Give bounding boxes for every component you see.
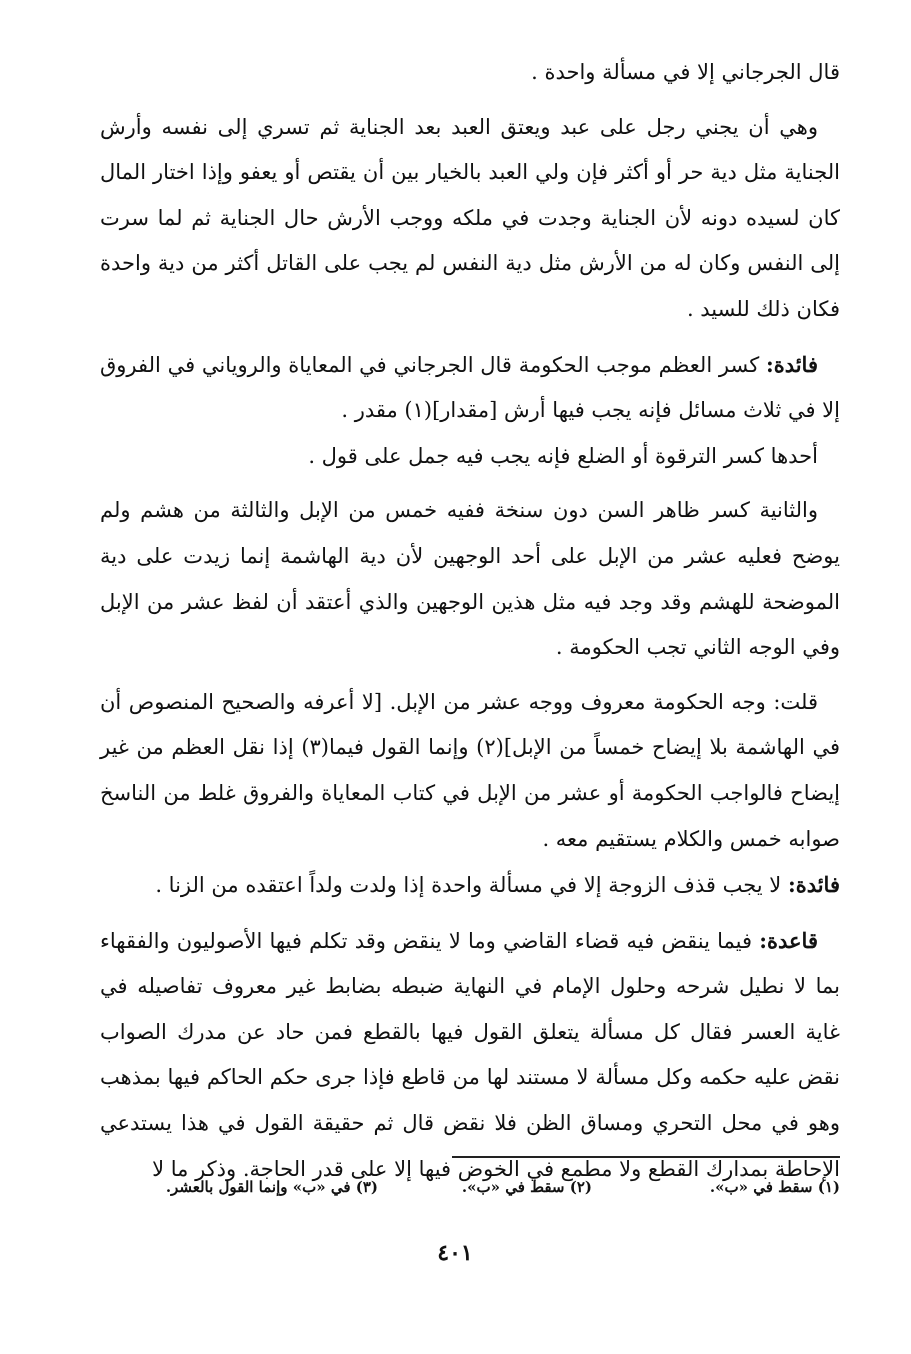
paragraph-lead: قاعدة: — [759, 927, 818, 953]
paragraph-text: وهي أن يجني رجل على عبد ويعتق العبد بعد الجناية ثم تسري إلى نفسه وأرش الجناية مثل دية حر أو أكثر فإن ولي العبد بالخيار بين أن يقتص أو يعفو وإذا اختار المال كان لسيده دونه لأن الجناية وجدت في ملكه ووجب الأرش حال الجناية ثم لما سرت إلى النفس وكان له من الأرش مثل دية النفس لم يجب على القاتل أكثر من دية واحدة فكان ذلك للسيد . — [100, 114, 840, 321]
paragraph-text: والثانية كسر ظاهر السن دون سنخة ففيه خمس من الإبل والثالثة من هشم ولم يوضح فعليه عشر من الإبل على أحد الوجهين لأن دية الهاشمة إنما زيدت على دية الموضحة للهشم وقد وجد فيه مثل هذين الوجهين والذي أعتقد أن لفظ عشر من الإبل وفي الوجه الثاني تجب الحكومة . — [100, 498, 840, 660]
paragraph-6 — [100, 680, 840, 862]
paragraph-7-faida — [100, 862, 840, 909]
paragraph-text: فيما ينقض فيه قضاء القاضي وما لا ينقض وقد تكلم فيها الأصوليون والفقهاء بما لا نطيل شرحه وحلول الإمام في النهاية ضبطه بضابط غير معروف تفاصيله في غاية العسر فقال كل مسألة يتعلق القول فيها بالقطع فمن حاد عن مدرك الصواب نقض عليه حكمه وكل مسألة لا مستند لها من قاطع فإذا جرى حكم الحاكم فيها بمذهب وهو في محل التحري ومساق الظن فلا نقض قال ثم حقيقة القول في هذا يستدعي الإحاطة بمدارك القطع ولا مطمع في الخوض فيها إلا على قدر الحاجة. وذكر ما لا — [100, 928, 840, 1181]
paragraph-2 — [100, 105, 840, 333]
paragraph-lead: فائدة: — [765, 351, 818, 377]
paragraph-1 — [100, 50, 840, 96]
paragraph-8-qaida — [100, 918, 840, 1193]
footnotes — [100, 1178, 840, 1208]
paragraph-text: أحدها كسر الترقوة أو الضلع فإنه يجب فيه جمل على قول . — [308, 443, 818, 468]
paragraph-text: لا يجب قذف الزوجة إلا في مسألة واحدة إذا ولدت ولداً اعتقده من الزنا . — [155, 873, 788, 898]
paragraph-text: كسر العظم موجب الحكومة قال الجرجاني في المعاياة والروياني في الفروق إلا في ثلاث مسائل فإنه يجب فيها أرش [مقدار](١) مقدر . — [100, 352, 840, 423]
paragraph-lead: فائدة: — [787, 872, 840, 898]
page-number: ٤٠١ — [437, 1240, 473, 1266]
footnote-divider — [452, 1156, 840, 1158]
footnote-1: (١) سقط في «ب». — [709, 1178, 840, 1196]
paragraph-5 — [100, 488, 840, 670]
footnote-3: (٣) في «ب» وإنما القول بالعشر. — [165, 1178, 378, 1196]
paragraph-text: قلت: وجه الحكومة معروف ووجه عشر من الإبل. [لا أعرفه والصحيح المنصوص أن في الهاشمة بلا إيضاح خمساً من الإبل](٢) وإنما القول فيما(٣) إذا نقل العظم من غير إيضاح فالواجب الحكومة أو عشر من الإبل في كتاب المعاياة والفروق غلط من الناسخ صوابه خمس والكلام يستقيم معه . — [100, 689, 840, 851]
paragraph-3-faida — [100, 342, 840, 434]
paragraph-text: قال الجرجاني إلا في مسألة واحدة . — [531, 60, 840, 84]
paragraph-4 — [100, 434, 840, 480]
footnote-2: (٢) سقط في «ب». — [461, 1178, 592, 1196]
main-text — [100, 50, 840, 1192]
